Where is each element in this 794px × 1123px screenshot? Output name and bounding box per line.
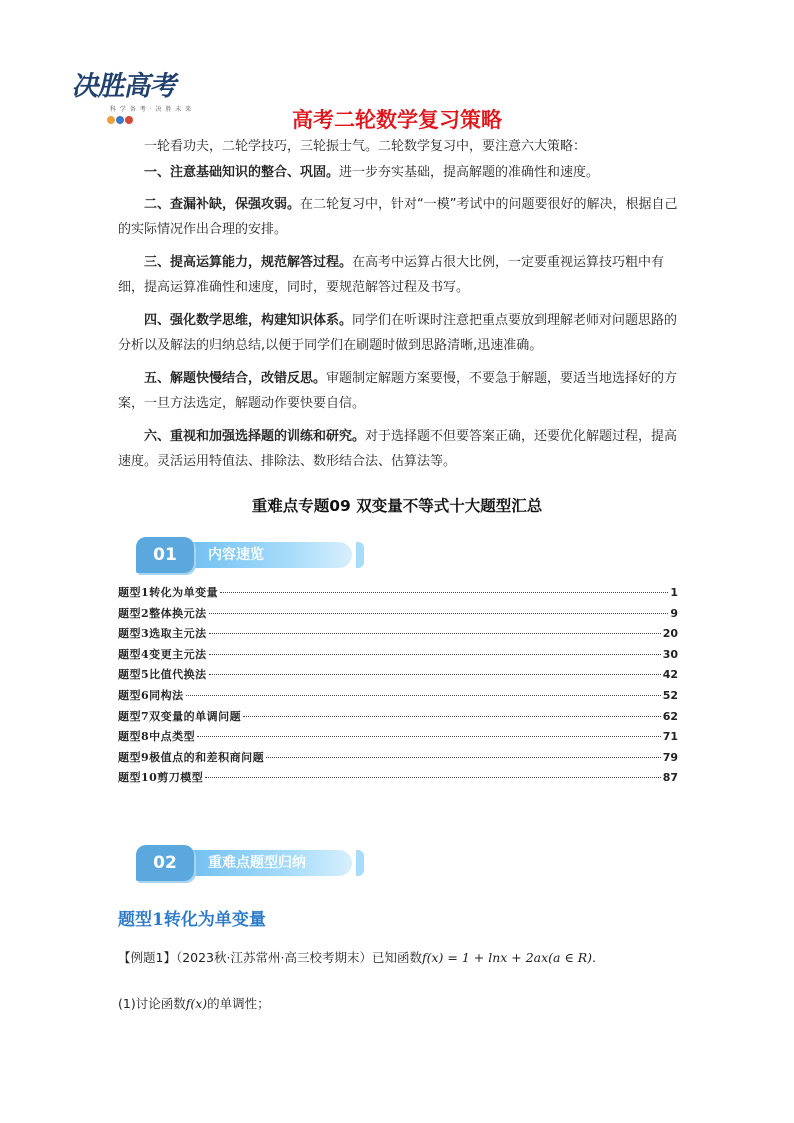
example-formula: f(x) = 1 + lnx + 2ax(a ∈ R) <box>421 950 592 965</box>
strategy-4-heading: 四、强化数学思维，构建知识体系。 <box>144 313 353 328</box>
intro-paragraph: 一轮看功夫，二轮学技巧，三轮振士气。二轮数学复习中，要注意六大策略： <box>144 139 587 154</box>
strategy-6-text: 对于选择题不但要答案正确，还要优化解题过程，提高速度。灵活运用特值法、排除法、数形结合法、估算法等。 <box>118 429 678 469</box>
toc-label: 题型8中点类型 <box>118 730 196 744</box>
example-text: 已知函数 <box>371 950 422 965</box>
strategy-3-text: 在高考中运算占很大比例，一定要重视运算技巧粗中有细，提高运算准确性和速度，同时，要规范解答过程及书写。 <box>118 255 665 295</box>
toc-leader <box>205 777 660 778</box>
question-number: (1) <box>118 996 136 1011</box>
table-of-contents <box>118 584 678 790</box>
strategy-2-text: 在二轮复习中，针对“一模”考试中的问题要很好的解决，根据自己的实际情况作出合理的安排。 <box>118 197 678 237</box>
toc-page: 62 <box>662 709 678 723</box>
strategy-1 <box>118 160 678 185</box>
toc-leader <box>209 654 661 655</box>
toc-page: 1 <box>670 586 678 599</box>
toc-leader <box>186 695 661 696</box>
strategy-4 <box>118 308 678 358</box>
toc-leader <box>209 613 669 614</box>
toc-label: 题型2整体换元法 <box>118 606 207 620</box>
example-end: . <box>592 950 596 965</box>
banner-tail <box>356 850 364 876</box>
toc-label: 题型10剪刀模型 <box>118 771 204 785</box>
toc-leader <box>243 716 661 717</box>
strategy-1-text: 进一步夯实基础，提高解题的准确性和速度。 <box>339 165 600 180</box>
toc-page: 30 <box>662 647 678 661</box>
toc-leader <box>197 736 661 737</box>
toc-label: 题型1转化为单变量 <box>118 586 219 599</box>
strategy-2-heading: 二、查漏补缺，保强攻弱。 <box>144 197 301 212</box>
toc-item-3[interactable] <box>118 625 678 646</box>
toc-label: 题型4变更主元法 <box>118 647 207 661</box>
logo-wordmark: 决胜高考 <box>70 71 181 102</box>
toc-item-4[interactable] <box>118 646 678 667</box>
strategy-4-text: 同学们在听课时注意把重点要放到理解老师对问题思路的分析以及解法的归纳总结,以便于同学们在刷题时做到思路清晰,迅速准确。 <box>118 313 678 353</box>
section-banner-types <box>128 844 368 882</box>
toc-page: 71 <box>662 730 678 744</box>
banner-number: 01 <box>136 537 194 573</box>
toc-page: 52 <box>662 688 678 702</box>
strategy-3 <box>118 250 678 300</box>
strategy-5-heading: 五、解题快慢结合，改错反思。 <box>144 371 327 386</box>
toc-page: 20 <box>662 627 678 641</box>
section-heading: 题型1转化为单变量 <box>118 910 266 930</box>
strategy-5-text: 审题制定解题方案要慢，不要急于解题，要适当地选择好的方案，一旦方法选定，解题动作要快要自信。 <box>118 371 678 411</box>
banner-label: 重难点题型归纳 <box>208 855 306 871</box>
toc-label: 题型3选取主元法 <box>118 627 207 641</box>
question-formula: f(x) <box>185 996 208 1011</box>
toc-item-7[interactable] <box>118 708 678 729</box>
toc-label: 题型6同构法 <box>118 688 184 702</box>
example-source: （2023秋·江苏常州·高三校考期末） <box>175 950 372 965</box>
strategy-3-heading: 三、提高运算能力，规范解答过程。 <box>144 255 353 270</box>
toc-label: 题型5比值代换法 <box>118 668 207 682</box>
toc-page: 87 <box>662 771 678 785</box>
toc-item-6[interactable] <box>118 687 678 708</box>
toc-item-8[interactable] <box>118 728 678 749</box>
toc-page: 79 <box>662 750 678 764</box>
page-title: 高考二轮数学复习策略 <box>292 108 502 132</box>
section-banner-contents <box>128 536 368 574</box>
toc-item-5[interactable] <box>118 666 678 687</box>
toc-leader <box>266 757 661 758</box>
toc-item-10[interactable] <box>118 769 678 790</box>
toc-leader <box>209 633 661 634</box>
strategy-5 <box>118 366 678 416</box>
toc-label: 题型7双变量的单调问题 <box>118 709 242 723</box>
question-post: 的单调性； <box>207 996 270 1011</box>
example-tag: 【例题1】 <box>118 950 176 965</box>
strategy-6 <box>118 424 678 474</box>
example-1 <box>118 948 596 966</box>
banner-label: 内容速览 <box>208 547 264 563</box>
logo-tagline: 科 学 备 考 · 决 胜 未 来 <box>110 106 193 113</box>
strategy-1-heading: 一、注意基础知识的整合、巩固。 <box>144 165 340 180</box>
toc-label: 题型9极值点的和差积商问题 <box>118 750 265 764</box>
toc-page: 42 <box>662 668 678 682</box>
banner-number: 02 <box>136 845 194 881</box>
toc-item-1[interactable] <box>118 584 678 605</box>
question-1 <box>118 994 270 1012</box>
question-pre: 讨论函数 <box>135 996 186 1011</box>
banner-tail <box>356 542 364 568</box>
topic-title: 重难点专题09 双变量不等式十大题型汇总 <box>251 497 543 515</box>
toc-page: 9 <box>670 606 678 620</box>
toc-item-2[interactable] <box>118 605 678 626</box>
toc-item-9[interactable] <box>118 749 678 770</box>
strategy-6-heading: 六、重视和加强选择题的训练和研究。 <box>144 429 366 444</box>
toc-leader <box>209 674 661 675</box>
toc-leader <box>220 592 668 593</box>
strategy-2 <box>118 192 678 242</box>
